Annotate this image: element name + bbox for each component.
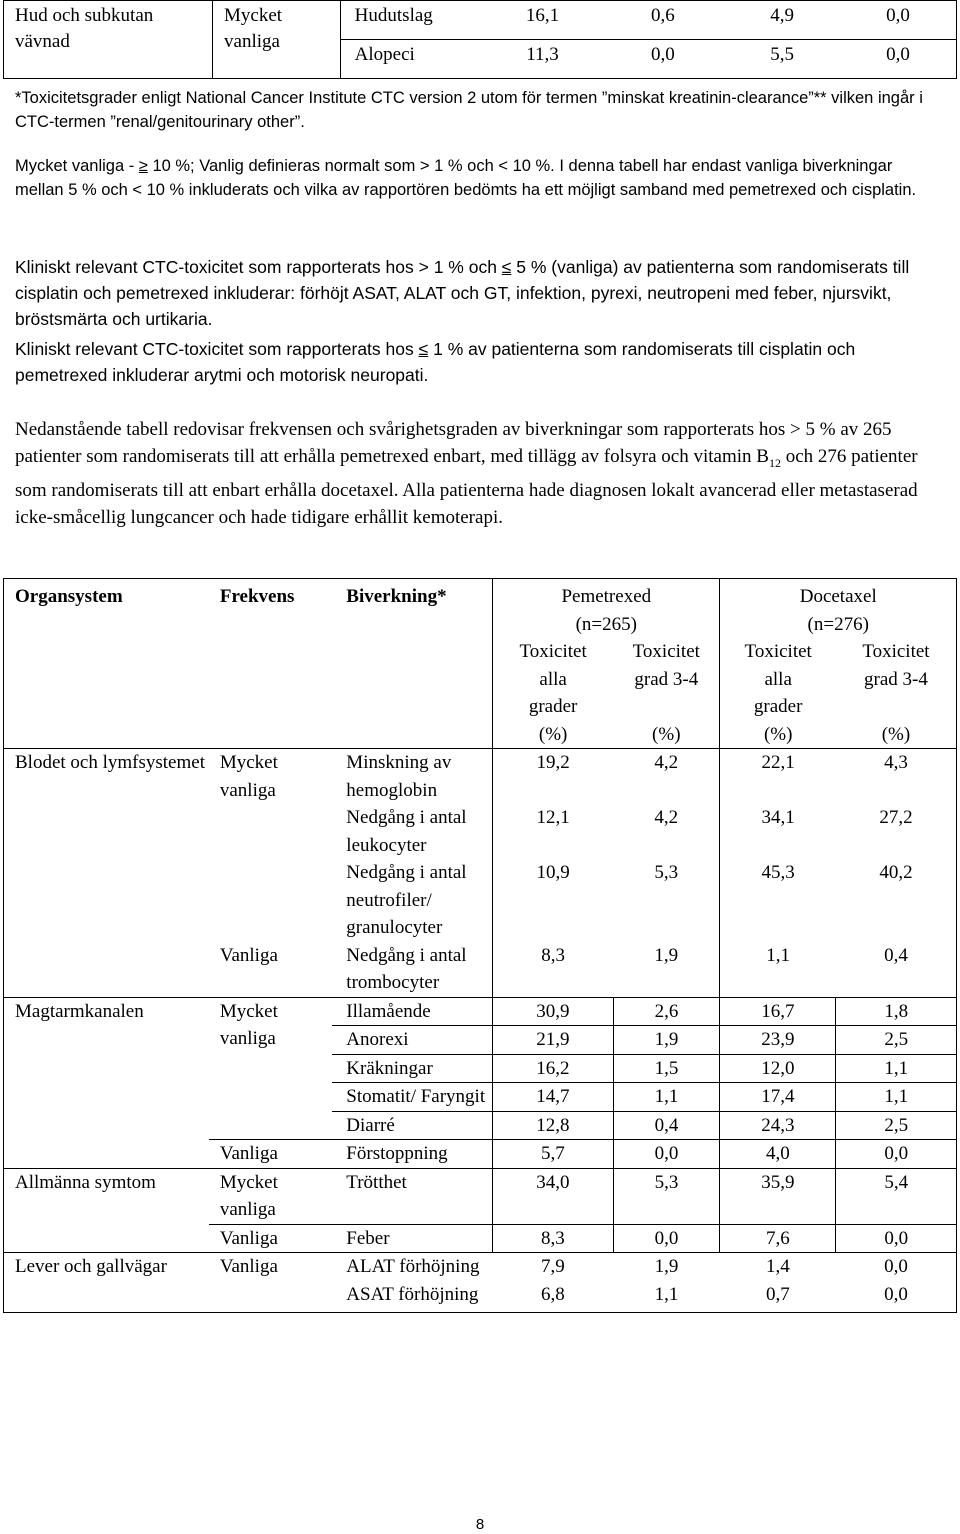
reaction-cell: Diarré: [332, 1111, 492, 1140]
header-tox-34-pem: [613, 638, 720, 749]
reaction-cell: Hudutslag: [340, 1, 483, 40]
organ-cell: Allmänna symtom: [4, 1168, 209, 1253]
value-cell: 5,7: [493, 1140, 614, 1169]
header-text: (%): [881, 723, 911, 745]
pemetrexed-n: (n=265): [575, 613, 637, 635]
organ-cell: Magtarmkanalen: [4, 997, 209, 1168]
header-tox-34-doc: [836, 638, 957, 749]
header-text: (%): [763, 723, 793, 745]
paragraph-common-toxicity: [15, 254, 945, 332]
header-biverkning: Biverkning*: [332, 579, 492, 749]
value-cell: 14,7: [493, 1083, 614, 1112]
header-tox-all-pem: [493, 638, 614, 749]
value-cell: 7,6: [720, 1224, 836, 1253]
frequency-cell: Mycket vanliga: [213, 1, 341, 79]
header-text: Toxicitet: [862, 641, 930, 662]
header-text: Toxicitet: [744, 641, 812, 662]
header-text: grader: [528, 696, 578, 717]
value-cell: 0,0: [836, 1253, 957, 1281]
value-cell: 11,3: [526, 44, 559, 65]
footnote-toxicity-grades: *Toxicitetsgrader enligt National Cancer Institute CTC version 2 utom för termen ”minskat kreatinin-clearance”** vilken ingår i CTC-termen ”renal/genitourinary other”.: [15, 89, 923, 131]
value-cell: 4,9: [724, 1, 840, 40]
value-cell: 1,1: [836, 1083, 957, 1112]
value-cell: 16,1: [483, 1, 601, 40]
reaction-cell: Förstoppning: [332, 1140, 492, 1169]
frequency-cell: Vanliga: [209, 1253, 332, 1313]
value-cell: 30,9: [493, 997, 614, 1026]
header-text: grader: [753, 696, 803, 717]
value-cell: 0,0: [836, 1224, 957, 1253]
value-cell: 2,5: [884, 1114, 909, 1136]
value-cell: 27,2: [879, 807, 913, 828]
value-cell: 0,4: [613, 1111, 720, 1140]
table-row: [4, 1, 957, 40]
value-cell: 40,2: [879, 862, 913, 883]
value-cell: 4,2: [613, 749, 720, 805]
value-cell: 1,8: [836, 997, 957, 1026]
reaction-cell: Illamående: [332, 997, 492, 1026]
reaction-cell: Nedgång i antal leukocyter: [332, 804, 492, 859]
value-cell: 1,5: [613, 1054, 720, 1083]
header-text: grad 3-4: [864, 668, 928, 690]
value-cell: 5,5: [770, 44, 795, 65]
table-row: [4, 1168, 957, 1224]
value-cell: 0,0: [836, 1140, 957, 1169]
value-cell: 8,3: [493, 1224, 614, 1253]
reaction-cell: Kräkningar: [332, 1054, 492, 1083]
organ-cell: Blodet och lymfsystemet: [4, 749, 209, 998]
le-symbol: ≤: [501, 257, 512, 277]
paragraph-text: Kliniskt relevant CTC-toxicitet som rapporterats hos: [15, 339, 419, 359]
value-cell: 1,1: [613, 1083, 720, 1112]
header-text: (%): [538, 723, 568, 745]
value-cell: 0,0: [650, 44, 675, 65]
value-cell: 4,3: [836, 749, 957, 805]
organ-cell: Hud och subkutan vävnad: [4, 1, 213, 79]
paragraph-uncommon-toxicity: [15, 336, 945, 388]
reaction-cell: Trötthet: [332, 1168, 492, 1224]
value-cell: 12,0: [720, 1054, 836, 1083]
reaction-cell: ALAT förhöjning: [332, 1253, 492, 1281]
value-cell: 4,0: [720, 1140, 836, 1169]
value-cell: 19,2: [493, 749, 614, 805]
value-cell: 1,9: [613, 942, 720, 998]
value-cell: 0,0: [613, 1224, 720, 1253]
table-row: [4, 1253, 957, 1281]
paragraph-text: 1 % av patienterna som randomiserats till cisplatin och pemetrexed inkluderar arytmi och motorisk neuropati.: [15, 339, 856, 385]
value-cell: 6,8: [541, 1283, 565, 1305]
reaction-cell: Feber: [332, 1224, 492, 1253]
value-cell: 16,7: [720, 997, 836, 1026]
table-row: [4, 997, 957, 1026]
frequency-cell: Vanliga: [209, 1140, 332, 1169]
value-cell: 34,0: [493, 1168, 614, 1224]
header-text: Toxicitet: [519, 641, 587, 662]
header-row: [4, 579, 957, 639]
value-cell: 0,4: [884, 944, 908, 966]
value-cell: 22,1: [720, 749, 836, 805]
value-cell: 0,6: [602, 1, 725, 40]
reaction-cell: ASAT förhöjning: [346, 1283, 479, 1305]
value-cell: 45,3: [761, 862, 795, 883]
value-cell: 1,4: [720, 1253, 836, 1281]
value-cell: 1,9: [613, 1253, 720, 1281]
value-cell: 17,4: [720, 1083, 836, 1112]
reaction-cell: Anorexi: [332, 1026, 492, 1055]
ge-symbol: ≥: [138, 157, 148, 175]
frequency-cell: Vanliga: [219, 944, 278, 966]
reaction-cell: Minskning av hemoglobin: [332, 749, 492, 805]
header-frekvens: Frekvens: [219, 586, 295, 607]
value-cell: 12,8: [493, 1111, 614, 1140]
frequency-cell: Mycket vanliga: [209, 749, 332, 942]
frequency-cell: Vanliga: [209, 1224, 332, 1253]
reaction-cell: Stomatit/ Faryngit: [332, 1083, 492, 1112]
header-text: alla: [764, 668, 792, 690]
value-cell: 8,3: [541, 944, 565, 966]
value-cell: 0,0: [884, 1283, 908, 1305]
organ-cell: Lever och gallvägar: [4, 1253, 209, 1313]
header-organsystem: Organsystem: [15, 586, 123, 607]
value-cell: 5,3: [613, 859, 720, 942]
le-symbol: ≤: [418, 339, 429, 359]
value-cell: 4,2: [613, 804, 720, 859]
top-table: [3, 0, 957, 79]
header-text: (%): [652, 723, 681, 745]
value-cell: 1,9: [613, 1026, 720, 1055]
adverse-reactions-table: [3, 578, 957, 1313]
docetaxel-n: (n=276): [807, 613, 869, 635]
value-cell: 0,0: [886, 44, 910, 65]
value-cell: 16,2: [493, 1054, 614, 1083]
value-cell: 10,9: [536, 862, 570, 883]
value-cell: 35,9: [720, 1168, 836, 1224]
value-cell: 7,9: [493, 1253, 614, 1281]
pemetrexed-title: Pemetrexed: [561, 586, 652, 607]
reaction-cell: Alopeci: [354, 44, 415, 65]
header-text: alla: [539, 668, 567, 690]
paragraph-text: 5 % (vanliga) av patienterna som randomiserats till cisplatin och pemetrexed inkluderar: förhöjt ASAT, ALAT och GT, infektion, pyrexi, neutropeni med feber, njursvikt, bröstsmärta och urtikaria.: [15, 257, 910, 329]
paragraph-text: Nedanstående tabell redovisar frekvensen och svårighetsgraden av biverkningar som rapporterats hos > 5 % av 265 patienter som randomiserats till att erhålla pemetrexed enbart, med tillägg av folsyra och vitamin B: [15, 419, 892, 467]
footnote-frequency-definition: [15, 154, 945, 202]
value-cell: 1,1: [836, 1054, 957, 1083]
frequency-cell: Mycket vanliga: [209, 1168, 332, 1224]
value-cell: 24,3: [720, 1111, 836, 1140]
value-cell: 5,3: [613, 1168, 720, 1224]
reaction-cell: Nedgång i antal neutrofiler/ granulocyter: [332, 859, 492, 942]
value-cell: 12,1: [536, 807, 570, 828]
value-cell: 0,0: [840, 1, 956, 40]
footnote-text: 10 %; Vanlig definieras normalt som > 1 % och < 10 %. I denna tabell har endast vanliga biverkningar mellan 5 % och < 10 % inkluderats och vilka av rapportören bedömts ha ett möjligt samband med pemetrexed och cisplatin.: [15, 157, 917, 199]
paragraph-table-intro: [15, 416, 945, 531]
docetaxel-title: Docetaxel: [799, 586, 877, 607]
paragraph-text: och 276 patienter som randomiserats till att enbart erhålla docetaxel. Alla patienterna hade diagnosen lokalt avancerad eller metastaserad icke-småcellig lungcancer och hade tidigare erhållit kemoterapi.: [15, 446, 918, 528]
value-cell: 1,1: [654, 1283, 679, 1305]
value-cell: 34,1: [761, 807, 795, 828]
reaction-cell: Nedgång i antal trombocyter: [332, 942, 492, 998]
header-docetaxel: [720, 579, 957, 639]
value-cell: 23,9: [720, 1026, 836, 1055]
footnote-text: Mycket vanliga -: [15, 157, 139, 175]
header-text: Toxicitet: [632, 641, 700, 662]
value-cell: 0,7: [766, 1283, 790, 1305]
value-cell: 5,4: [836, 1168, 957, 1224]
header-text: grad 3-4: [634, 668, 699, 690]
value-cell: 21,9: [493, 1026, 614, 1055]
frequency-cell: Mycket vanliga: [209, 997, 332, 1140]
value-cell: 0,0: [613, 1140, 720, 1169]
header-tox-all-doc: [720, 638, 836, 749]
value-cell: 1,1: [766, 944, 791, 966]
paragraph-text: Kliniskt relevant CTC-toxicitet som rapporterats hos > 1 % och: [15, 257, 502, 277]
value-cell: 2,6: [613, 997, 720, 1026]
header-pemetrexed: [493, 579, 720, 639]
value-cell: 2,5: [836, 1026, 957, 1055]
page-number: 8: [475, 1516, 485, 1533]
table-row: [4, 749, 957, 805]
subscript: 12: [768, 455, 781, 470]
